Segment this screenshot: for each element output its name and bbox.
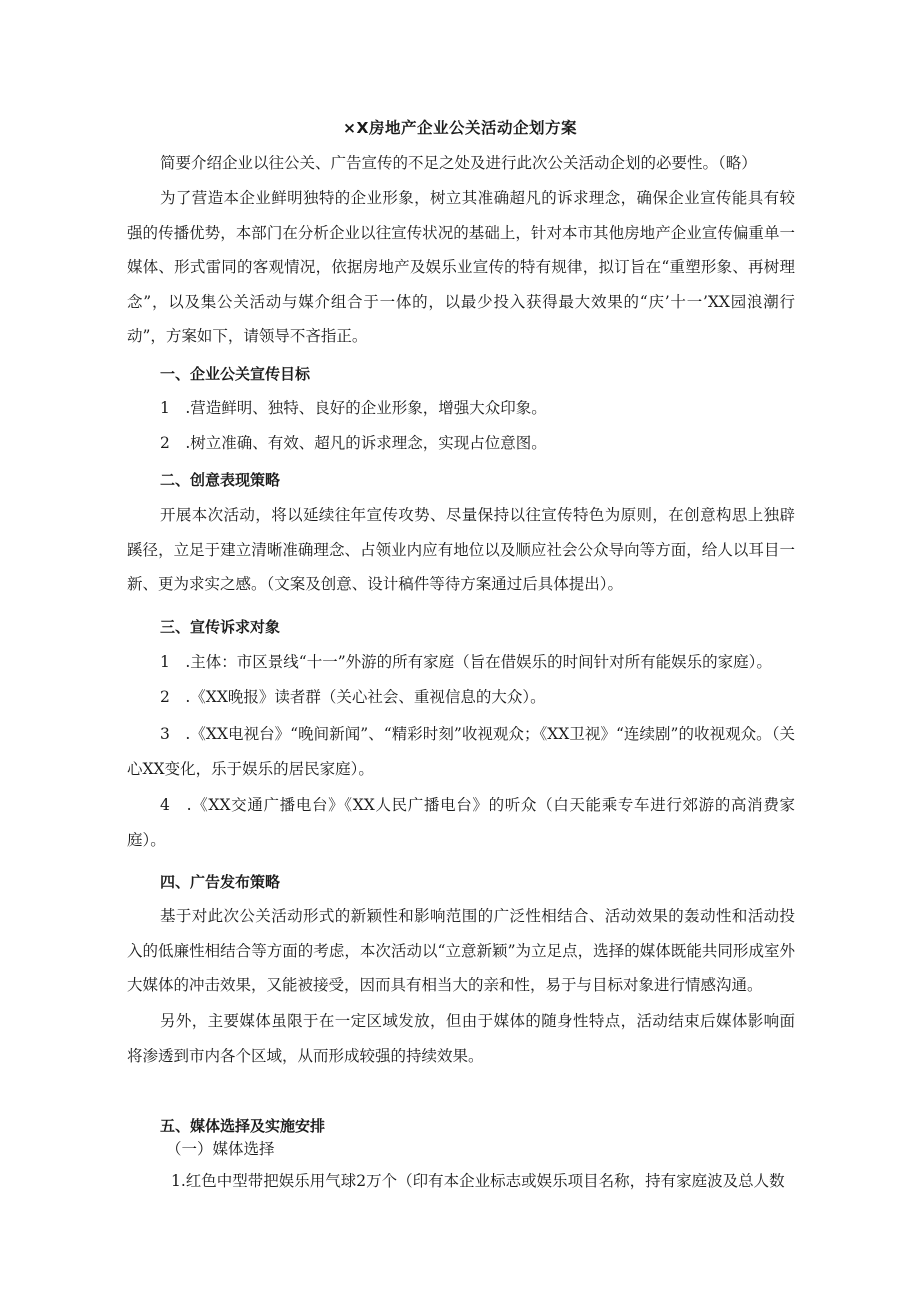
section3-item-4: 4 .《XX交通广播电台》《XX人民广播电台》的听众（白天能乘专车进行郊游的高消费家庭）。	[127, 796, 795, 849]
section2-heading: 二、创意表现策略	[160, 471, 281, 489]
section3-heading: 三、宣传诉求对象	[160, 618, 281, 636]
section1-item-1: 1 .营造鲜明、独特、良好的企业形象，增强大众印象。	[160, 399, 547, 417]
section5-item-1: 1.红色中型带把娱乐用气球2万个（印有本企业标志或娱乐项目名称，持有家庭波及总人数	[171, 1172, 785, 1190]
section5-sub-heading: （一）媒体选择	[166, 1140, 275, 1158]
section2-body: 开展本次活动，将以延续往年宣传攻势、尽量保持以往宣传特色为原则，在创意构思上独辟蹊径，立足于建立清晰准确理念、占领业内应有地位以及顺应社会公众导向等方面，给人以耳目一新、更为求实之感。（文案及创意、设计稿件等待方案通过后具体提出）。	[127, 506, 795, 593]
section3-item-1: 1 .主体：市区景线“十一”外游的所有家庭（旨在借娱乐的时间针对所有能娱乐的家庭）。	[160, 653, 772, 671]
section3-item-2: 2 .《XX晚报》读者群（关心社会、重视信息的大众）。	[160, 688, 546, 706]
section4-body-2: 另外，主要媒体虽限于在一定区域发放，但由于媒体的随身性特点，活动结束后媒体影响面将渗透到市内各个区域，从而形成较强的持续效果。	[127, 1012, 795, 1065]
section3-item-3: 3 .《XX电视台》“晚间新闻”、“精彩时刻”收视观众；《XX卫视》“连续剧”的收视观众。（关心XX变化，乐于娱乐的居民家庭）。	[127, 725, 795, 778]
background-paragraph: 为了营造本企业鲜明独特的企业形象，树立其准确超凡的诉求理念，确保企业宣传能具有较强的传播优势，本部门在分析企业以往宣传状况的基础上，针对本市其他房地产企业宣传偏重单一媒体、形式雷同的客观情况，依据房地产及娱乐业宣传的特有规律，拟订旨在“重塑形象、再树理念”，以及集公关活动与媒介组合于一体的，以最少投入获得最大效果的“庆’十一’XX园浪潮行动”，方案如下，请领导不吝指正。	[127, 189, 795, 345]
section1-item-2: 2 .树立准确、有效、超凡的诉求理念，实现占位意图。	[160, 434, 547, 452]
section4-body-1: 基于对此次公关活动形式的新颖性和影响范围的广泛性相结合、活动效果的轰动性和活动投入的低廉性相结合等方面的考虑，本次活动以“立意新颖”为立足点，选择的媒体既能共同形成室外大媒体的冲击效果，又能被接受，因而具有相当大的亲和性，易于与目标对象进行情感沟通。	[127, 907, 795, 994]
document-title: ×X房地产企业公关活动企划方案	[343, 119, 577, 137]
intro-paragraph: 简要介绍企业以往公关、广告宣传的不足之处及进行此次公关活动企划的必要性。（略）	[160, 154, 757, 172]
section5-heading: 五、媒体选择及实施安排	[160, 1117, 326, 1135]
section1-heading: 一、企业公关宣传目标	[160, 365, 311, 383]
section4-heading: 四、广告发布策略	[160, 873, 281, 891]
